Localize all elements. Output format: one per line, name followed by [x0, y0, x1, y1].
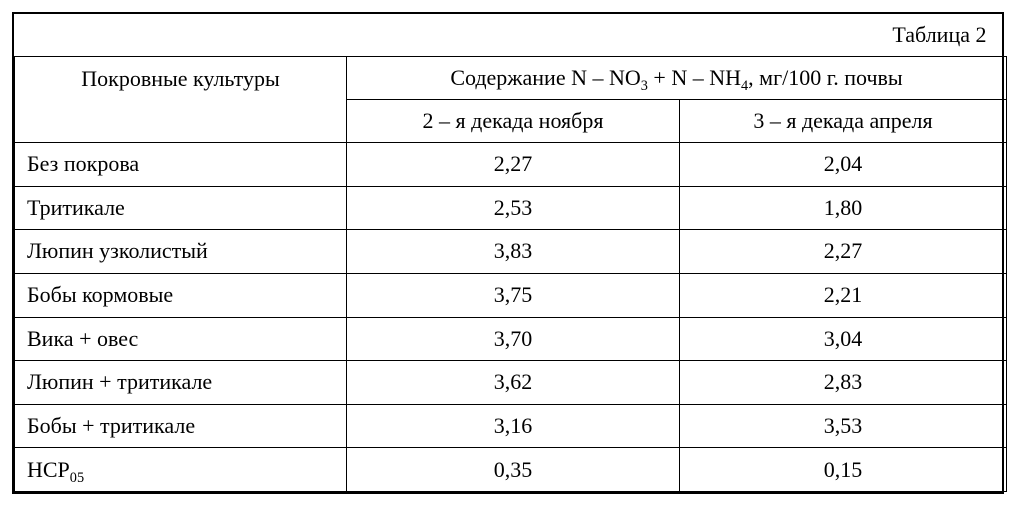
header-group-text-3: , мг/100 г. почвы	[748, 64, 903, 90]
table-caption: Таблица 2	[15, 14, 1007, 57]
cell-april: 1,80	[680, 186, 1007, 230]
cell-april: 2,21	[680, 273, 1007, 317]
lsd-row	[15, 448, 1007, 492]
header-group-text-2: + N – NH	[647, 64, 741, 90]
header-group-sub-2: 4	[740, 77, 749, 94]
table-row	[15, 143, 1007, 187]
lsd-label-sub: 05	[69, 469, 85, 486]
row-label: Люпин + тритикале	[15, 361, 347, 405]
lsd-label	[15, 448, 347, 492]
cell-november: 3,70	[347, 317, 680, 361]
table-row	[15, 273, 1007, 317]
header-row-group	[15, 57, 1007, 100]
cell-april: 2,83	[680, 361, 1007, 405]
lsd-november: 0,35	[347, 448, 680, 492]
header-group-text-1: Содержание N – NO	[450, 64, 641, 90]
cell-april: 2,27	[680, 230, 1007, 274]
cell-november: 3,62	[347, 361, 680, 405]
cell-april: 2,04	[680, 143, 1007, 187]
row-label: Бобы кормовые	[15, 273, 347, 317]
header-group-sub-1: 3	[640, 77, 648, 94]
table-row	[15, 317, 1007, 361]
cell-november: 3,16	[347, 404, 680, 448]
data-table	[14, 14, 1007, 492]
cell-november: 2,27	[347, 143, 680, 187]
row-label: Без покрова	[15, 143, 347, 187]
table-row	[15, 230, 1007, 274]
cell-april: 3,04	[680, 317, 1007, 361]
header-april: 3 – я декада апреля	[680, 100, 1007, 143]
row-label: Бобы + тритикале	[15, 404, 347, 448]
row-label: Люпин узколистый	[15, 230, 347, 274]
cell-november: 2,53	[347, 186, 680, 230]
lsd-april: 0,15	[680, 448, 1007, 492]
table-frame	[12, 12, 1004, 494]
header-content-group	[347, 57, 1007, 100]
cell-april: 3,53	[680, 404, 1007, 448]
lsd-label-main: НСР	[27, 456, 70, 482]
row-label: Тритикале	[15, 186, 347, 230]
table-row	[15, 361, 1007, 405]
header-november: 2 – я декада ноября	[347, 100, 680, 143]
table-row	[15, 186, 1007, 230]
cell-november: 3,75	[347, 273, 680, 317]
row-label: Вика + овес	[15, 317, 347, 361]
caption-row	[15, 14, 1007, 57]
table-row	[15, 404, 1007, 448]
cell-november: 3,83	[347, 230, 680, 274]
header-cover-crops: Покровные культуры	[15, 57, 347, 143]
